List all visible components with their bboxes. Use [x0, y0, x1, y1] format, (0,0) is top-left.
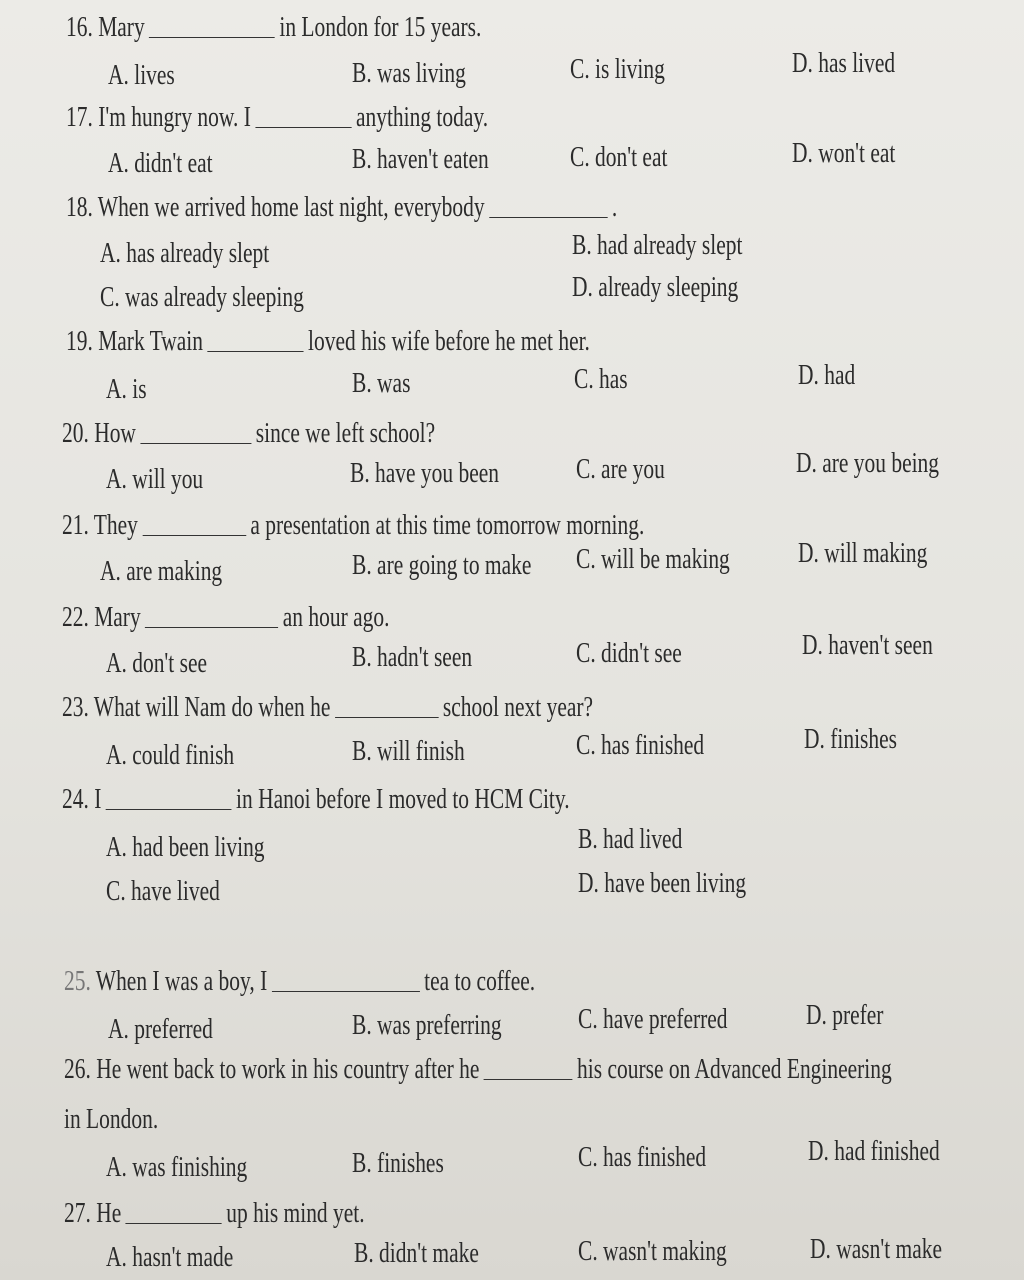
option-c: C. has finished [578, 1141, 707, 1173]
option-b: B. haven't eaten [352, 143, 489, 175]
answer-blank [207, 350, 303, 352]
answer-blank [272, 990, 420, 992]
question-23-stem [62, 690, 593, 724]
question-text-before: He [96, 1197, 122, 1229]
option-a: A. hasn't made [106, 1241, 234, 1273]
option-c: C. has [574, 363, 628, 395]
option-c: C. is living [570, 53, 665, 85]
question-text-after: his course on Advanced Engineering [577, 1053, 892, 1085]
option-b: B. have you been [350, 457, 499, 489]
option-a: A. could finish [106, 739, 235, 771]
question-number: 21. [62, 509, 89, 541]
answer-blank [489, 216, 607, 218]
answer-blank [335, 716, 439, 718]
option-d: D. had [798, 359, 856, 391]
option-d: D. already sleeping [572, 271, 739, 303]
question-19-stem [66, 324, 590, 358]
option-d: D. finishes [804, 723, 897, 755]
question-text-after: school next year? [442, 691, 594, 723]
option-b: B. will finish [352, 735, 465, 767]
option-b: B. was [352, 367, 411, 399]
question-number: 23. [62, 691, 89, 723]
option-b: B. finishes [352, 1147, 444, 1179]
question-number: 20. [62, 417, 89, 449]
question-text-before: Mary [98, 11, 145, 43]
option-b: B. had lived [578, 823, 683, 855]
question-16-stem [66, 10, 481, 44]
option-d: D. won't eat [792, 137, 896, 169]
question-text-before: Mary [94, 601, 141, 633]
answer-blank [255, 126, 351, 128]
question-22-stem [62, 600, 389, 634]
question-17-stem [66, 100, 488, 134]
question-18-stem [66, 190, 617, 224]
question-text-before: They [93, 509, 138, 541]
question-text-before: I [94, 783, 102, 815]
question-text-after: loved his wife before he met her. [308, 325, 590, 357]
option-b: B. are going to make [352, 549, 532, 581]
option-d: D. had finished [808, 1135, 940, 1167]
option-d: D. have been living [578, 867, 747, 899]
question-26-continuation: in London. [64, 1103, 159, 1135]
question-text-before: What will Nam do when he [93, 691, 331, 723]
option-d: D. will making [798, 537, 928, 569]
question-number: 27. [64, 1197, 91, 1229]
option-a: A. preferred [108, 1013, 213, 1045]
option-c: C. has finished [576, 729, 705, 761]
question-text-after: up his mind yet. [226, 1197, 365, 1229]
answer-blank [484, 1078, 573, 1080]
option-a: A. lives [108, 59, 175, 91]
option-c: C. didn't see [576, 637, 682, 669]
question-26-stem [64, 1052, 892, 1086]
question-text-before: When we arrived home last night, everybody [97, 191, 485, 223]
question-text-after: in London for 15 years. [279, 11, 482, 43]
question-number: 17. [66, 101, 93, 133]
option-a: A. is [106, 373, 147, 405]
option-b: B. was preferring [352, 1009, 502, 1041]
option-c: C. don't eat [570, 141, 668, 173]
question-text-before: Mark Twain [98, 325, 203, 357]
option-b: B. didn't make [354, 1237, 479, 1269]
option-d: D. wasn't make [810, 1233, 943, 1265]
answer-blank [140, 442, 251, 444]
option-a: A. didn't eat [108, 147, 213, 179]
option-a: A. has already slept [100, 237, 270, 269]
answer-blank [106, 808, 232, 810]
question-text-after: a presentation at this time tomorrow morning. [250, 509, 645, 541]
question-21-stem [62, 508, 644, 542]
question-text-before: He went back to work in his country after he [96, 1053, 480, 1085]
question-text-after: tea to coffee. [424, 965, 536, 997]
question-number: 25. [64, 965, 91, 997]
answer-blank [149, 36, 275, 38]
question-number: 26. [64, 1053, 91, 1085]
option-c: C. are you [576, 453, 665, 485]
option-c: C. wasn't making [578, 1235, 727, 1267]
question-27-stem [64, 1196, 365, 1230]
option-a: A. don't see [106, 647, 208, 679]
option-d: D. has lived [792, 47, 896, 79]
option-c: C. have lived [106, 875, 220, 907]
option-d: D. haven't seen [802, 629, 933, 661]
answer-blank [145, 626, 278, 628]
question-text-after: since we left school? [255, 417, 436, 449]
option-c: C. will be making [576, 543, 730, 575]
question-number: 16. [66, 11, 93, 43]
question-text-after: . [611, 191, 618, 223]
option-d: D. are you being [796, 447, 940, 479]
option-a: A. had been living [106, 831, 265, 863]
question-number: 19. [66, 325, 93, 357]
option-d: D. prefer [806, 999, 884, 1031]
option-a: A. are making [100, 555, 223, 587]
option-a: A. was finishing [106, 1151, 248, 1183]
answer-blank [126, 1222, 222, 1224]
answer-blank [142, 534, 246, 536]
question-text-before: When I was a boy, I [95, 965, 268, 997]
question-text-after: an hour ago. [282, 601, 390, 633]
question-text-before: I'm hungry now. I [98, 101, 251, 133]
option-a: A. will you [106, 463, 204, 495]
question-20-stem [62, 416, 435, 450]
question-25-stem [64, 964, 535, 998]
question-number: 22. [62, 601, 89, 633]
option-c: C. have preferred [578, 1003, 728, 1035]
question-text-after: anything today. [355, 101, 489, 133]
question-text-before: How [94, 417, 136, 449]
question-text-after: in Hanoi before I moved to HCM City. [236, 783, 570, 815]
question-number: 24. [62, 783, 89, 815]
question-24-stem [62, 782, 570, 816]
option-b: B. had already slept [572, 229, 743, 261]
option-c: C. was already sleeping [100, 281, 304, 313]
option-b: B. was living [352, 57, 466, 89]
option-b: B. hadn't seen [352, 641, 473, 673]
question-number: 18. [66, 191, 93, 223]
